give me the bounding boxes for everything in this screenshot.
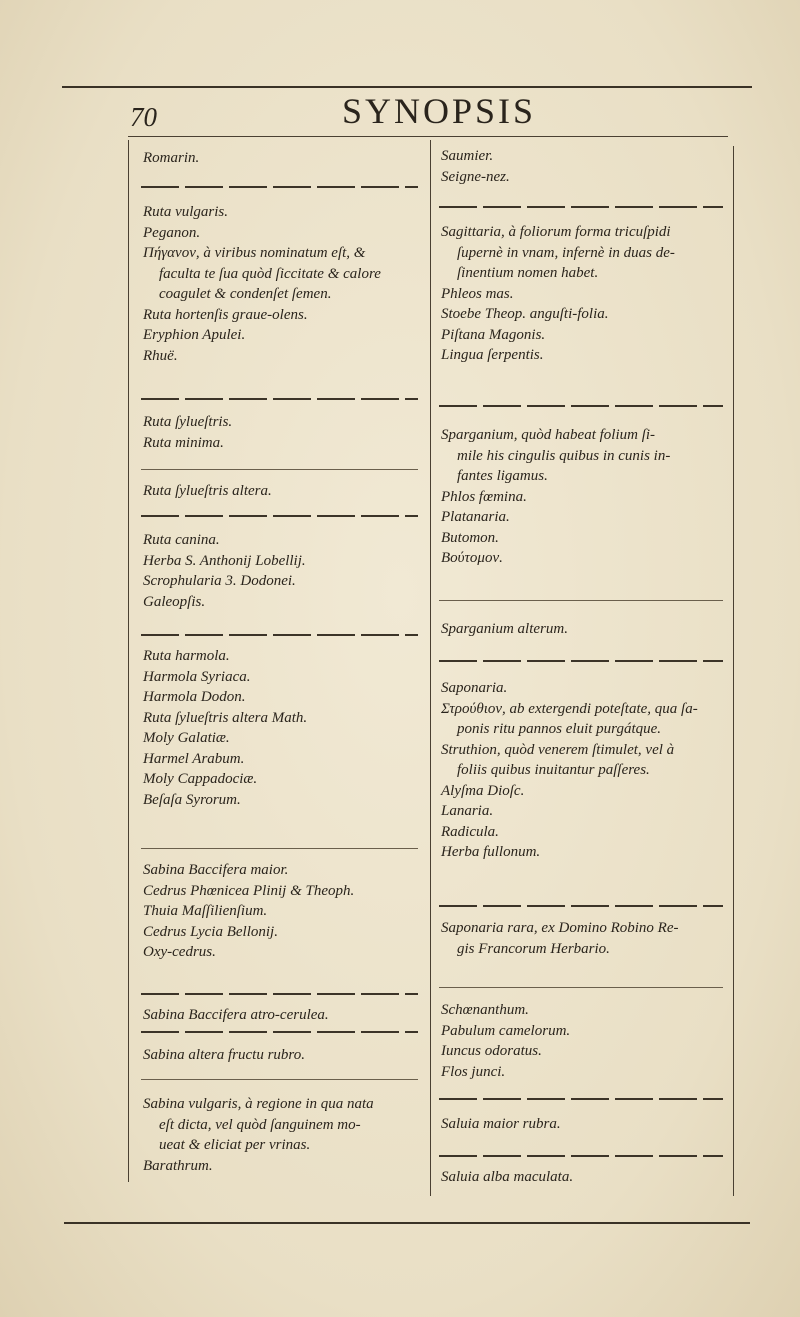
entry-line: Platanaria. — [441, 509, 510, 525]
entry-line: Stoebe Theop. anguſti-folia. — [441, 306, 609, 322]
entry-line: Sabina vulgaris, à regione in qua nata — [143, 1096, 374, 1112]
right-column-entry — [441, 1114, 733, 1135]
entry-line: Galeopſis. — [143, 593, 206, 610]
entry-line: Cedrus Lycia Bellonij. — [143, 923, 278, 940]
left-column-entry — [143, 1094, 428, 1176]
section-rule — [141, 469, 418, 470]
entry-line: Piſtana Magonis. — [441, 326, 546, 343]
entry-line: Harmel Arabum. — [143, 750, 245, 767]
entry-line: Herba fullonum. — [441, 844, 541, 860]
entry-line: Thuia Maſſilienſium. — [143, 903, 268, 919]
section-rule — [141, 1079, 418, 1080]
entry-line: Seigne-nez. — [441, 168, 510, 185]
bottom-border-rule — [64, 1222, 750, 1224]
section-rule — [141, 848, 418, 849]
entry-line: Rhuë. — [143, 347, 178, 364]
entry-line: ueat & eliciat per vrinas. — [159, 1137, 311, 1153]
left-column-entry — [143, 202, 428, 366]
entry-line: Flos junci. — [441, 1063, 506, 1080]
left-column-entry — [143, 481, 428, 502]
entry-line: Ruta vulgaris. — [143, 204, 228, 220]
entry-line: Ruta ſylueſtris. — [143, 414, 233, 430]
entry-line: Sagittaria, à foliorum forma tricuſpidi — [441, 224, 671, 240]
right-column-entry — [441, 425, 733, 569]
entry-line: Eryphion Apulei. — [143, 327, 246, 343]
column-divider-rule — [430, 140, 431, 1196]
entry-line: Schœnanthum. — [441, 1002, 529, 1018]
entry-line: Herba S. Anthonij Lobellij. — [143, 552, 306, 569]
entry-line: Pabulum camelorum. — [441, 1022, 571, 1039]
right-column-entry — [441, 222, 733, 366]
entry-line: Lanaria. — [441, 803, 494, 819]
entry-line: coagulet & condenſet ſemen. — [159, 286, 332, 302]
entry-line: Harmola Syriaca. — [143, 668, 251, 685]
right-column-entry — [441, 918, 733, 959]
entry-line: ſupernè in vnam, infernè in duas de- — [457, 244, 675, 261]
left-column-entry — [143, 1045, 428, 1066]
page-number: 70 — [130, 102, 157, 132]
entry-line: gis Francorum Herbario. — [457, 940, 610, 957]
section-rule — [141, 515, 418, 517]
entry-line: Oxy-cedrus. — [143, 944, 216, 960]
entry-line: Sabina altera fructu rubro. — [143, 1047, 305, 1063]
entry-line: Radicula. — [441, 823, 499, 840]
entry-line: Harmola Dodon. — [143, 689, 246, 705]
section-rule — [439, 905, 723, 907]
entry-line: Alyſma Dioſc. — [441, 782, 525, 799]
entry-line: Saumier. — [441, 148, 494, 164]
section-rule — [141, 398, 418, 400]
entry-line: Saluia maior rubra. — [441, 1116, 561, 1132]
entry-line: Βούτομον. — [441, 550, 503, 566]
right-column-entry — [441, 146, 733, 187]
entry-line: Ruta canina. — [143, 532, 220, 548]
entry-line: Saluia alba maculata. — [441, 1169, 574, 1185]
entry-line: Struthion, quòd venerem ſtimulet, vel à — [441, 741, 675, 758]
entry-line: Στρούθιον, ab extergendi poteſtate, qua ſa- — [441, 700, 698, 717]
header-rule — [128, 136, 728, 137]
entry-line: Iuncus odoratus. — [441, 1043, 542, 1059]
entry-line: Barathrum. — [143, 1157, 213, 1174]
entry-line: Saponaria. — [441, 680, 508, 696]
entry-line: Butomon. — [441, 529, 499, 546]
section-rule — [439, 1098, 723, 1100]
entry-line: Moly Cappadociæ. — [143, 771, 258, 787]
entry-line: Phleos mas. — [441, 285, 514, 302]
left-column-entry — [143, 530, 428, 612]
entry-line: Πήγανον, à viribus nominatum eſt, & — [143, 245, 366, 261]
section-rule — [439, 987, 723, 988]
section-rule — [439, 660, 723, 662]
section-rule — [141, 1031, 418, 1033]
right-column-entry — [441, 1167, 733, 1188]
section-rule — [439, 206, 723, 208]
entry-line: fantes ligamus. — [457, 468, 548, 484]
entry-line: ponis ritu pannos eluit purgátque. — [457, 721, 662, 737]
entry-line: foliis quibus inuitantur paſſeres. — [457, 762, 650, 778]
section-rule — [439, 405, 723, 407]
entry-line: Saponaria rara, ex Domino Robino Re- — [441, 920, 679, 936]
entry-line: Ruta harmola. — [143, 648, 230, 664]
left-column-entry — [143, 148, 428, 169]
entry-line: Ruta ſylueſtris altera Math. — [143, 709, 308, 726]
entry-line: ſinentium nomen habet. — [457, 265, 599, 281]
right-margin-rule — [733, 146, 734, 1196]
entry-line: Phlos fœmina. — [441, 488, 527, 505]
entry-line: Sabina Baccifera maior. — [143, 862, 289, 878]
entry-line: mile his cingulis quibus in cunis in- — [457, 447, 671, 464]
entry-line: Sparganium alterum. — [441, 621, 568, 637]
entry-line: Scrophularia 3. Dodonei. — [143, 573, 296, 589]
entry-line: Cedrus Phœnicea Plinij & Theoph. — [143, 882, 355, 899]
entry-line: Sabina Baccifera atro-cerulea. — [143, 1007, 329, 1023]
entry-line: Ruta minima. — [143, 434, 224, 451]
entry-line: eſt dicta, vel quòd ſanguinem mo- — [159, 1116, 361, 1133]
section-rule — [439, 600, 723, 601]
section-rule — [141, 634, 418, 636]
left-column-entry — [143, 412, 428, 453]
entry-line: faculta te ſua quòd ſiccitate & calore — [159, 265, 381, 282]
entry-line: Sparganium, quòd habeat folium ſi- — [441, 427, 656, 443]
right-column-entry — [441, 619, 733, 640]
section-rule — [141, 186, 418, 188]
entry-line: Lingua ſerpentis. — [441, 347, 544, 363]
entry-line: Ruta ſylueſtris altera. — [143, 483, 272, 499]
left-column-entry — [143, 860, 428, 963]
section-rule — [439, 1155, 723, 1157]
section-rule — [141, 993, 418, 995]
right-column-entry — [441, 1000, 733, 1082]
running-head: SYNOPSIS — [342, 91, 537, 131]
entry-line: Ruta hortenſis graue-olens. — [143, 306, 308, 323]
left-column-entry — [143, 1005, 428, 1026]
entry-line: Beſaſa Syrorum. — [143, 791, 241, 808]
right-column-entry — [441, 678, 733, 863]
entry-line: Moly Galatiæ. — [143, 730, 230, 746]
left-column-entry — [143, 646, 428, 810]
top-border-rule — [62, 86, 752, 88]
entry-line: Peganon. — [143, 224, 201, 241]
left-margin-rule — [128, 140, 129, 1182]
entry-line: Romarin. — [143, 150, 200, 166]
